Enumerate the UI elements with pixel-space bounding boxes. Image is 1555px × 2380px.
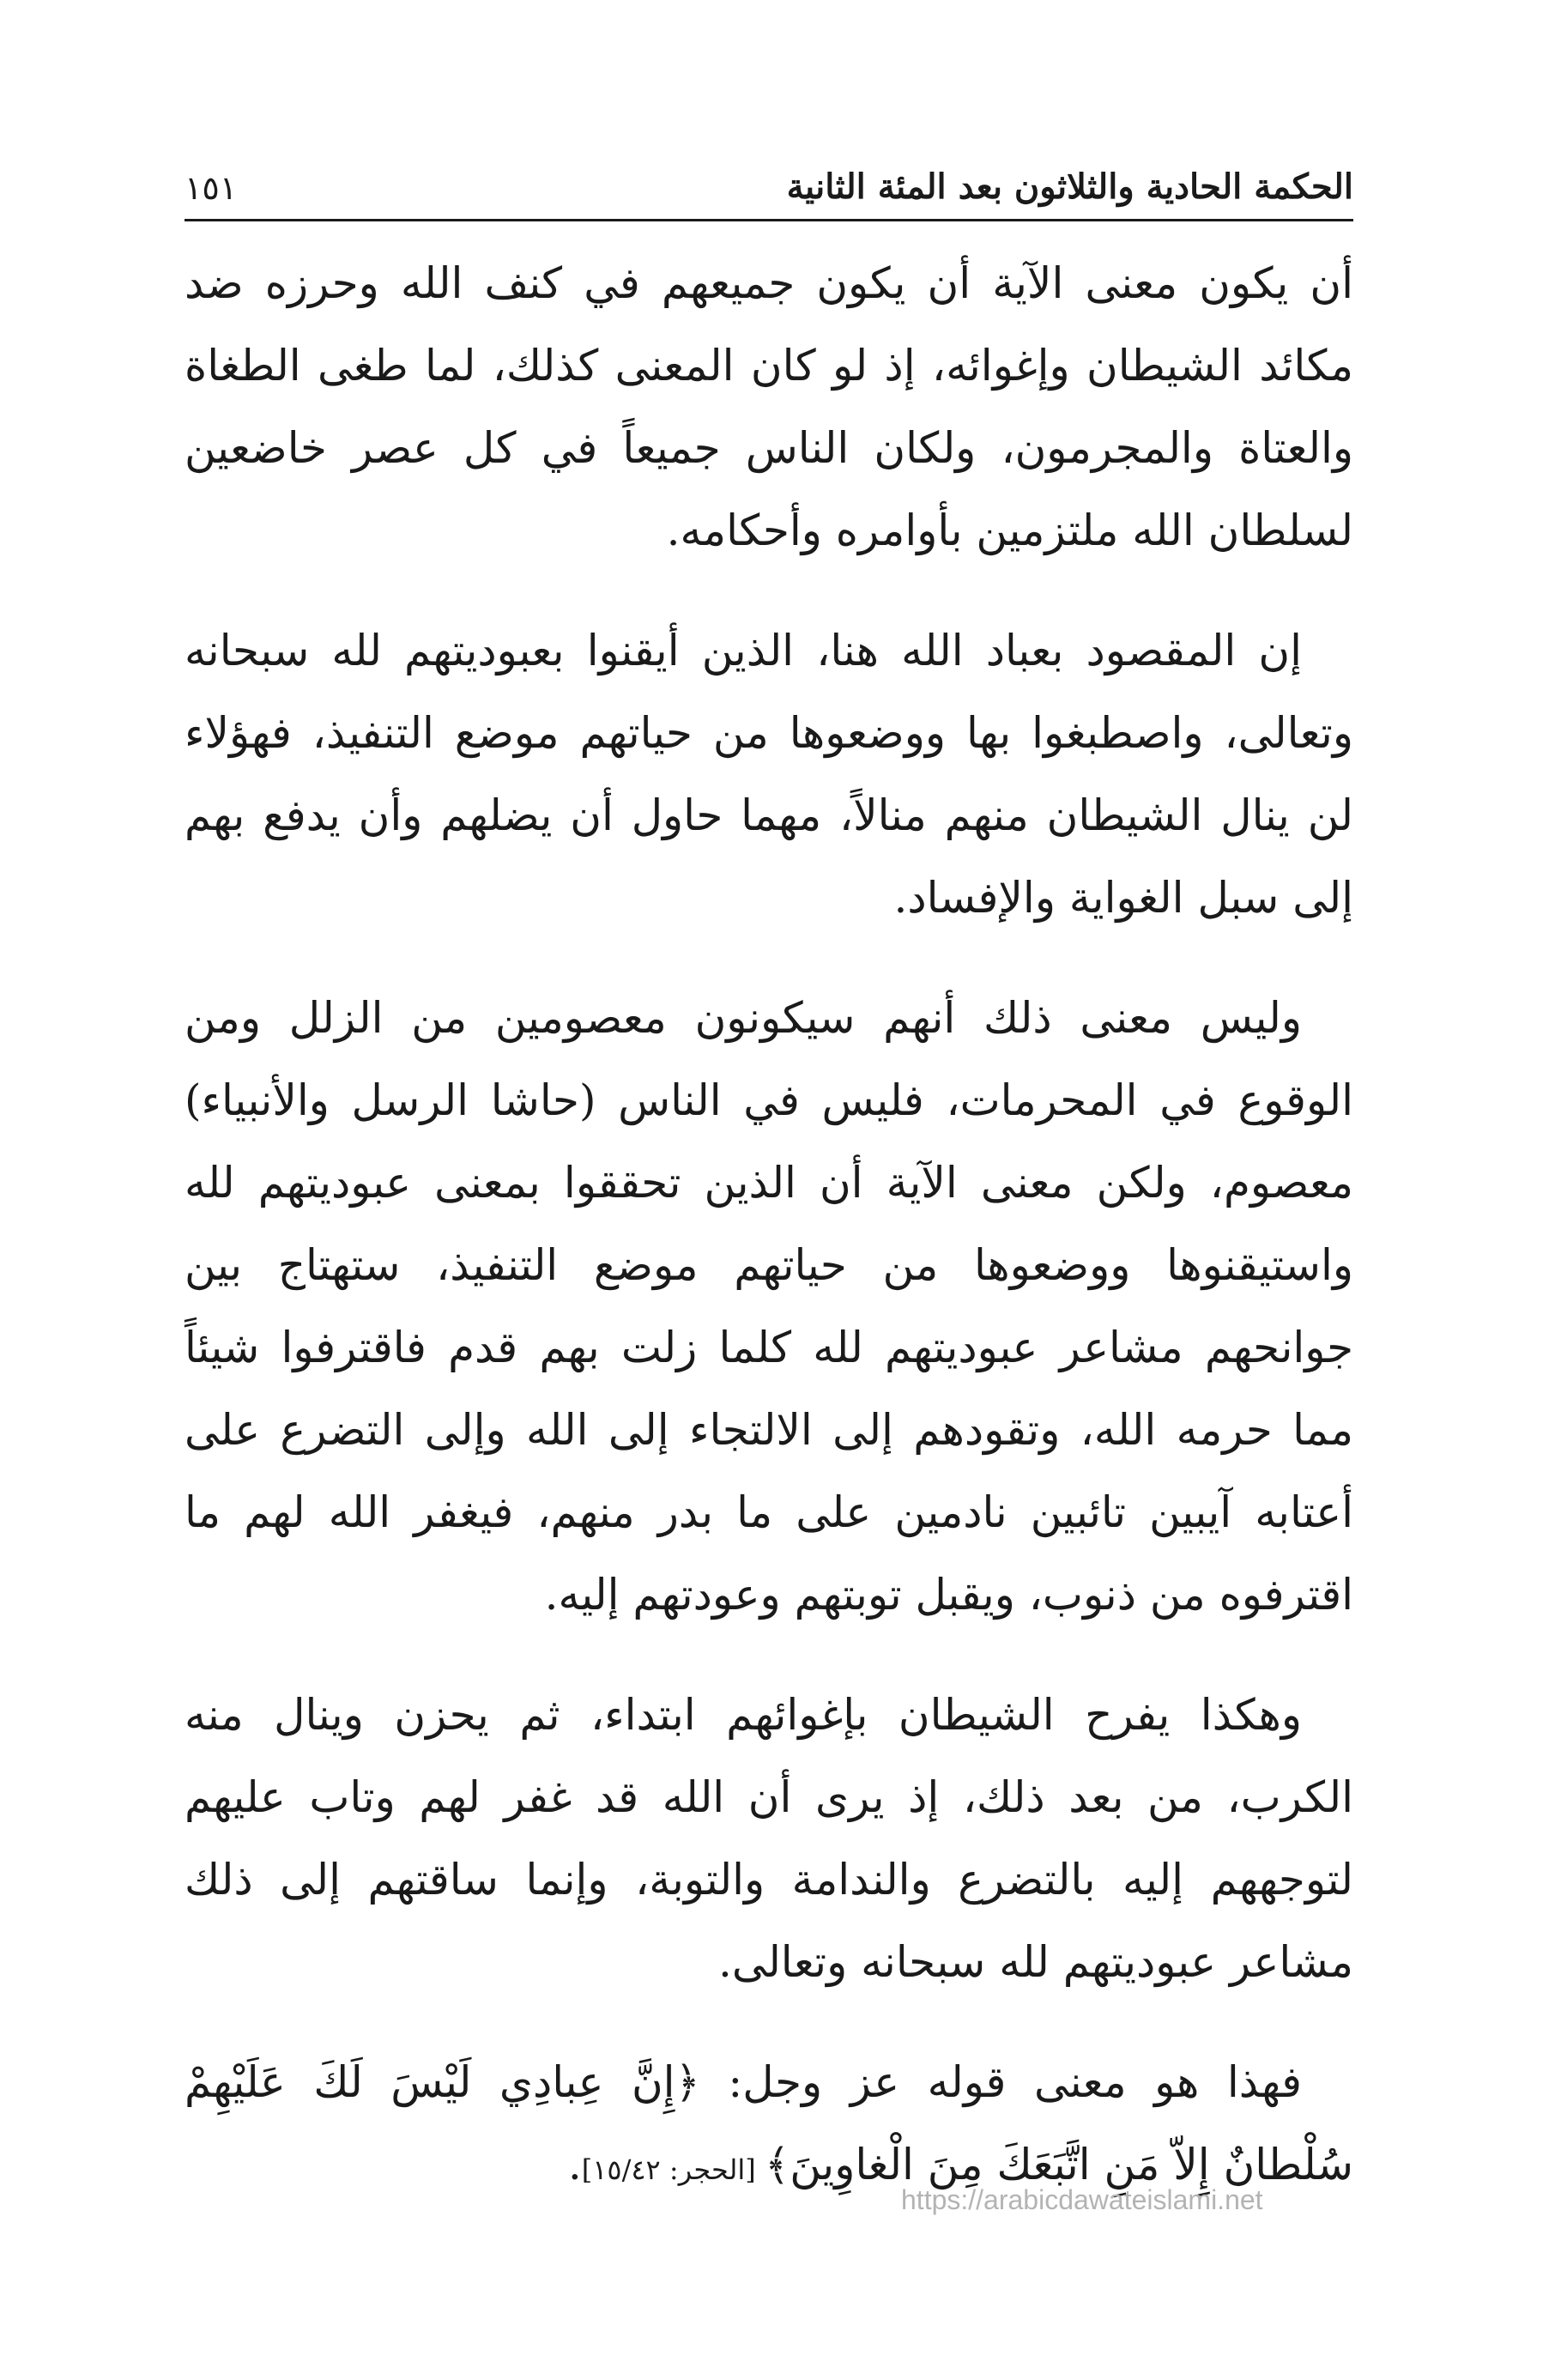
verse-citation: [الحجر: ١٥/٤٢] xyxy=(581,2153,765,2186)
chapter-title: الحكمة الحادية والثلاثون بعد المئة الثانية xyxy=(786,167,1353,207)
paragraph-end: . xyxy=(567,2140,582,2189)
body-text xyxy=(185,242,1353,2249)
header-divider xyxy=(185,219,1353,221)
paragraph-1: أن يكون معنى الآية أن يكون جميعهم في كنف الله وحرزه ضد مكائد الشيطان وإغوائه، إذ لو كان المعنى كذلك، لما طغى الطغاة والعتاة والمجرمون، ولكان الناس جميعاً في كل عصر خاضعين لسلطان الله ملتزمين بأوامره وأحكامه. xyxy=(185,258,1353,555)
watermark-url: https://arabicdawateislami.net xyxy=(901,2184,1263,2215)
paragraph-2: إن المقصود بعباد الله هنا، الذين أيقنوا بعبوديتهم لله سبحانه وتعالى، واصطبغوا بها ووضعوها من حياتهم موضع التنفيذ، فهؤلاء لن ينال الشيطان منهم منالاً، مهما حاول أن يضلهم وأن يدفع بهم إلى سبل الغواية والإفساد. xyxy=(185,626,1353,923)
verse-intro: فهذا هو معنى قوله عز وجل: xyxy=(699,2057,1302,2107)
page-number: ١٥١ xyxy=(185,169,238,207)
page-header xyxy=(185,144,1353,207)
paragraph-3: وليس معنى ذلك أنهم سيكونون معصومين من الزلل ومن الوقوع في المحرمات، فليس في الناس (حاشا الرسل والأنبياء) معصوم، ولكن معنى الآية أن الذين تحققوا بمعنى عبوديتهم لله واستيقنوها ووضعوها من حياتهم موضع التنفيذ، ستهتاج بين جوانحهم مشاعر عبوديتهم لله كلما زلت بهم قدم فاقترفوا شيئاً مما حرمه الله، وتقودهم إلى الالتجاء إلى الله وإلى التضرع على أعتابه آيبين تائبين نادمين على ما بدر منهم، فيغفر الله لهم ما اقترفوه من ذنوب، ويقبل توبتهم وعودتهم إليه. xyxy=(185,993,1354,1620)
quran-verse: ﴿إِنَّ عِبادِي لَيْسَ لَكَ عَلَيْهِمْ سُلْطانٌ إِلاّ مَنِ اتَّبَعَكَ مِنَ الْغاوِينَ﴾ xyxy=(185,2057,1353,2189)
paragraph-4: وهكذا يفرح الشيطان بإغوائهم ابتداء، ثم يحزن وينال منه الكرب، من بعد ذلك، إذ يرى أن الله قد غفر لهم وتاب عليهم لتوجههم إليه بالتضرع والندامة والتوبة، وإنما ساقتهم إلى ذلك مشاعر عبوديتهم لله سبحانه وتعالى. xyxy=(185,1690,1353,1987)
